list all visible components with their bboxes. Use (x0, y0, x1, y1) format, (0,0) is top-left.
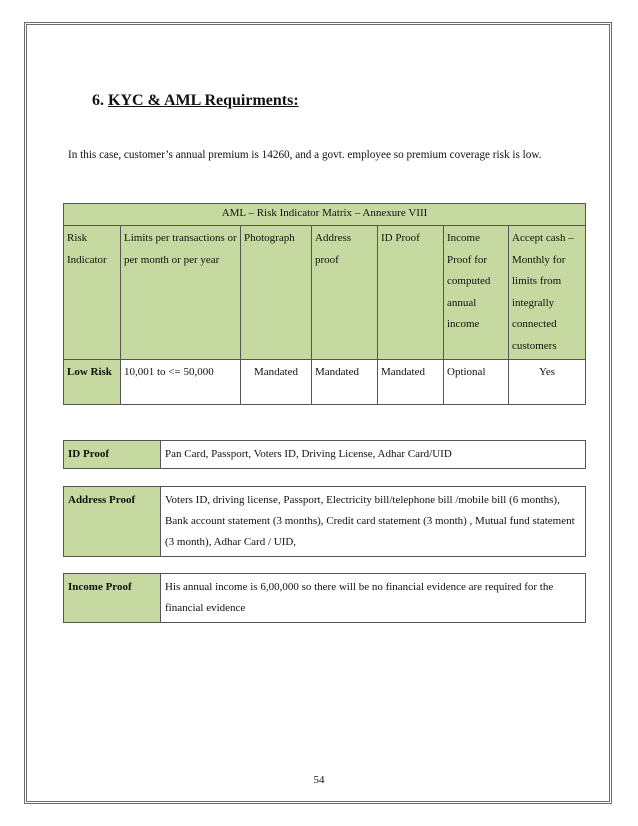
income-proof-value: His annual income is 6,00,000 so there will be no financial evidence are required for the financial evidence (161, 574, 586, 623)
address-proof-value: Voters ID, driving license, Passport, Electricity bill/telephone bill /mobile bill (6 months), Bank account statement (3 months), Credit card statement (3 month) , Mutual fund statement (3 month), Adhar Card / UID, (161, 487, 586, 557)
header-accept-cash: Accept cash – Monthly for limits from integrally connected customers (509, 226, 586, 360)
cell-id-proof: Mandated (378, 360, 444, 405)
aml-risk-table (63, 203, 586, 405)
header-limits: Limits per transactions or per month or per year (121, 226, 241, 360)
address-proof-table (63, 486, 586, 557)
income-proof-label: Income Proof (64, 574, 161, 623)
page-border (24, 22, 612, 804)
aml-data-row (64, 360, 586, 405)
aml-table-title: AML – Risk Indicator Matrix – Annexure VIII (64, 204, 586, 226)
intro-paragraph: In this case, customer’s annual premium is 14260, and a govt. employee so premium coverage risk is low. (68, 149, 542, 161)
section-number: 6. (92, 92, 104, 109)
aml-header-row (64, 226, 586, 360)
header-photograph: Photograph (241, 226, 312, 360)
cell-limits: 10,001 to <= 50,000 (121, 360, 241, 405)
header-address-proof: Address proof (312, 226, 378, 360)
id-proof-label: ID Proof (64, 441, 161, 469)
section-heading (92, 92, 299, 110)
cell-income-proof: Optional (444, 360, 509, 405)
header-id-proof: ID Proof (378, 226, 444, 360)
page-number: 54 (313, 774, 325, 786)
cell-risk: Low Risk (64, 360, 121, 405)
id-proof-value: Pan Card, Passport, Voters ID, Driving License, Adhar Card/UID (161, 441, 586, 469)
address-proof-label: Address Proof (64, 487, 161, 557)
section-title: KYC & AML Requirments: (108, 92, 299, 109)
cell-accept-cash: Yes (509, 360, 586, 405)
cell-photograph: Mandated (241, 360, 312, 405)
income-proof-table (63, 573, 586, 623)
cell-address-proof: Mandated (312, 360, 378, 405)
header-risk-indicator: Risk Indicator (64, 226, 121, 360)
header-income-proof: Income Proof for computed annual income (444, 226, 509, 360)
id-proof-table (63, 440, 586, 469)
